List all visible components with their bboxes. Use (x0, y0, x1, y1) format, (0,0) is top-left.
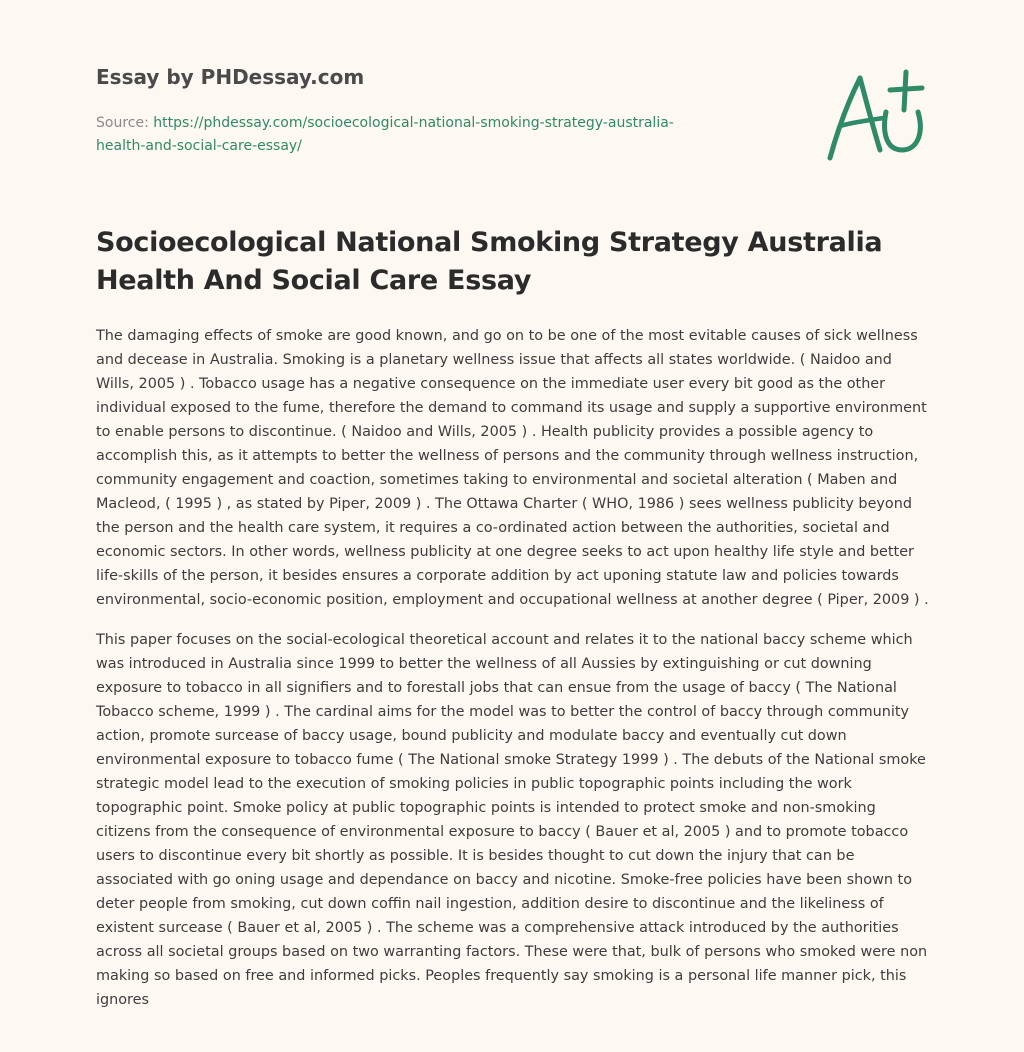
source-link-line1: https://phdessay.com/socioecological-national-smoking-strategy-australia- (153, 115, 674, 131)
source-link[interactable] (96, 115, 674, 154)
site-title: Essay by PHDessay.com (96, 65, 365, 89)
essay-paragraph: The damaging effects of smoke are good known, and go on to be one of the most evitable causes of sick wellness and decease in Australia. Smoking is a planetary wellness issue that affects all states worldwide. ( Naidoo and Wills, 2005 ) . Tobacco usage has a negative consequence on the immediate user every bit good as the other individual exposed to the fume, therefore the demand to command its usage and supply a supportive environment to enable persons to discontinue. ( Naidoo and Wills, 2005 ) . Health publicity provides a possible agency to accomplish this, as it attempts to better the wellness of persons and the community through wellness instruction, community engagement and coaction, sometimes taking to environmental and societal alteration ( Maben and Macleod, ( 1995 ) , as stated by Piper, 2009 ) . The Ottawa Charter ( WHO, 1986 ) sees wellness publicity beyond the person and the health care system, it requires a co-ordinated action between the authorities, societal and economic sectors. In other words, wellness publicity at one degree seeks to act upon healthy life style and better life-skills of the person, it besides ensures a corporate addition by act uponing statute law and policies towards environmental, socio-economic position, employment and occupational wellness at another degree ( Piper, 2009 ) . (96, 328, 929, 608)
source-link-line2: health-and-social-care-essay/ (96, 138, 302, 154)
source-line (96, 112, 736, 158)
essay-body (96, 324, 930, 1028)
a-plus-logo-icon (822, 66, 932, 166)
essay-title: Socioecological National Smoking Strategy Australia Health And Social Care Essay (96, 227, 883, 296)
essay-paragraph: This paper focuses on the social-ecological theoretical account and relates it to the national baccy scheme which was introduced in Australia since 1999 to better the wellness of all Aussies by extinguishing or cut downing exposure to tobacco in all signifiers and to forestall jobs that can ensue from the usage of baccy ( The National Tobacco scheme, 1999 ) . The cardinal aims for the model was to better the control of baccy through community action, promote surcease of baccy usage, bound publicity and modulate baccy and eventually cut down environmental exposure to tobacco fume ( The National smoke Strategy 1999 ) . The debuts of the National smoke strategic model lead to the execution of smoking policies in public topographic points including the work topographic point. Smoke policy at public topographic points is intended to protect smoke and non-smoking citizens from the consequence of environmental exposure to baccy ( Bauer et al, 2005 ) and to promote tobacco users to discontinue every bit shortly as possible. It is besides thought to cut down the injury that can be associated with go oning usage and dependance on baccy and nicotine. Smoke-free policies have been shown to deter people from smoking, cut down coffin nail ingestion, addition desire to discontinue and the likeliness of existent surcease ( Bauer et al, 2005 ) . The scheme was a comprehensive attack introduced by the authorities across all societal groups based on two warranting factors. These were that, bulk of persons who smoked were non making so based on free and informed picks. Peoples frequently say smoking is a personal life manner pick, this ignores (96, 632, 928, 1008)
source-label: Source: (96, 115, 149, 131)
page-header (96, 62, 736, 158)
